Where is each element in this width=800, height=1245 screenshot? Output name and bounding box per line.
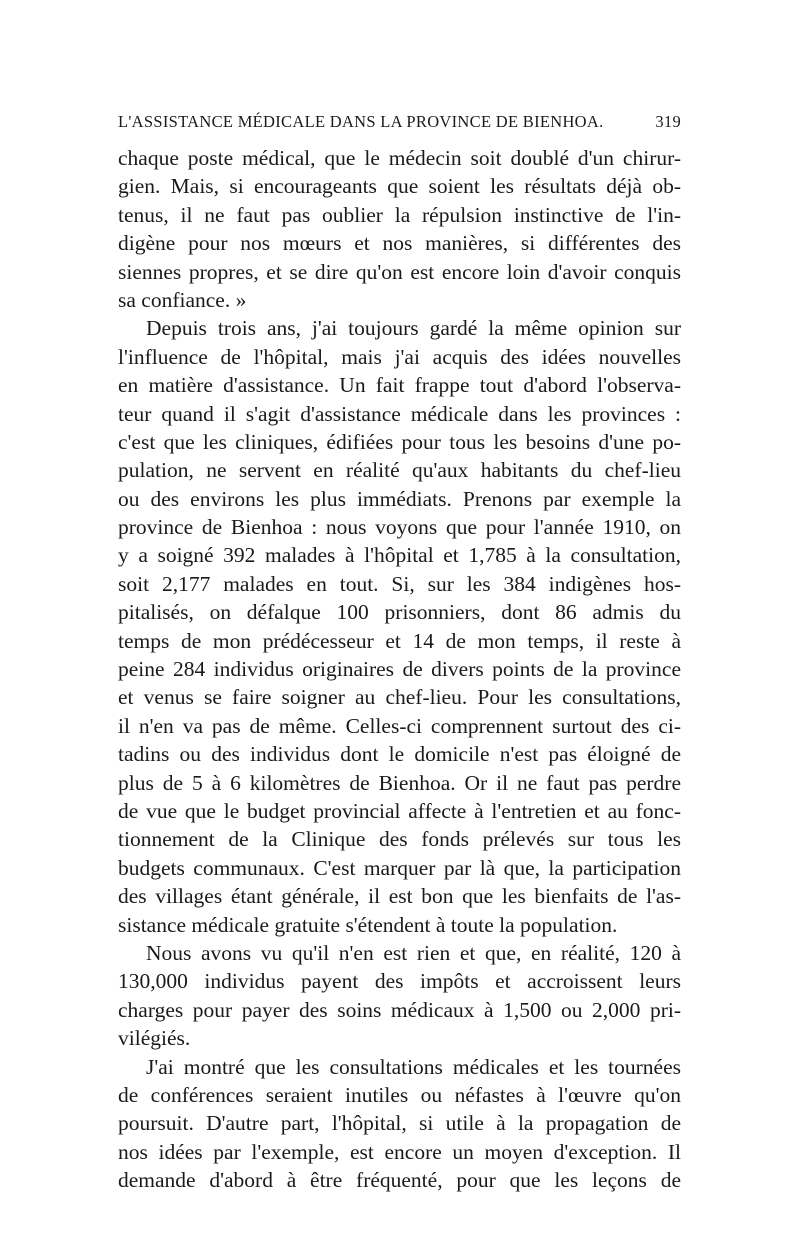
text-line: vilégiés. xyxy=(118,1026,191,1051)
text-line: Nous avons vu qu'il n'en est rien et que, en réalité, 120 à xyxy=(146,940,681,965)
text-line: siennes propres, et se dire qu'on est encore loin d'avoir conquis xyxy=(118,259,681,284)
text-line: chaque poste médical, que le médecin soit doublé d'un chirur- xyxy=(118,146,681,170)
text-line: digène pour nos mœurs et nos manières, si différentes des xyxy=(118,231,681,256)
page-number: 319 xyxy=(655,112,681,131)
text-line: ou des environs les plus immédiats. Prenons par exemple la xyxy=(118,486,681,511)
text-line: pulation, ne servent en réalité qu'aux habitants du chef-lieu xyxy=(118,458,681,483)
text-line: et venus se faire soigner au chef-lieu. Pour les consultations, xyxy=(118,685,681,710)
paragraph xyxy=(118,1053,681,1195)
text-line: tadins ou des individus dont le domicile n'est pas éloigné de xyxy=(118,742,681,767)
text-line: temps de mon prédécesseur et 14 de mon temps, il reste à xyxy=(118,628,681,653)
text-line: soit 2,177 malades en tout. Si, sur les 384 indigènes hos- xyxy=(118,571,681,596)
text-line: Depuis trois ans, j'ai toujours gardé la même opinion sur xyxy=(146,316,681,341)
text-line: sistance médicale gratuite s'étendent à toute la population. xyxy=(118,912,618,937)
text-line: de vue que le budget provincial affecte à l'entretien et au fonc- xyxy=(118,798,681,823)
text-line: gien. Mais, si encourageants que soient les résultats déjà ob- xyxy=(118,174,681,199)
paragraph xyxy=(118,144,681,314)
text-line: charges pour payer des soins médicaux à 1,500 ou 2,000 pri- xyxy=(118,997,681,1022)
text-line: sa confiance. » xyxy=(118,287,247,312)
text-line: plus de 5 à 6 kilomètres de Bienhoa. Or il ne faut pas perdre xyxy=(118,770,681,795)
text-line: y a soigné 392 malades à l'hôpital et 1,785 à la consultation, xyxy=(118,543,681,568)
text-line: tenus, il ne faut pas oublier la répulsion instinctive de l'in- xyxy=(118,202,681,227)
text-line: c'est que les cliniques, édifiées pour tous les besoins d'une po- xyxy=(118,429,681,454)
text-line: teur quand il s'agit d'assistance médicale dans les provinces : xyxy=(118,401,681,426)
text-line: pitalisés, on défalque 100 prisonniers, dont 86 admis du xyxy=(118,600,681,625)
paragraph xyxy=(118,314,681,939)
book-page xyxy=(118,112,681,1194)
text-line: province de Bienhoa : nous voyons que pour l'année 1910, on xyxy=(118,515,681,540)
running-head xyxy=(118,112,681,138)
running-title: L'ASSISTANCE MÉDICALE DANS LA PROVINCE DE BIENHOA. xyxy=(118,112,604,131)
text-line: des villages étant générale, il est bon que les bienfaits de l'as- xyxy=(118,884,681,909)
text-line: demande d'abord à être fréquenté, pour que les leçons de xyxy=(118,1168,681,1193)
text-line: 130,000 individus payent des impôts et accroissent leurs xyxy=(118,969,681,994)
text-line: nos idées par l'exemple, est encore un moyen d'exception. Il xyxy=(118,1139,681,1164)
body-text xyxy=(118,144,681,1194)
text-line: peine 284 individus originaires de divers points de la province xyxy=(118,657,681,682)
text-line: tionnement de la Clinique des fonds prélevés sur tous les xyxy=(118,827,681,852)
text-line: l'influence de l'hôpital, mais j'ai acquis des idées nouvelles xyxy=(118,344,681,369)
text-line: il n'en va pas de même. Celles-ci comprennent surtout des ci- xyxy=(118,713,681,738)
paragraph xyxy=(118,939,681,1053)
text-line: en matière d'assistance. Un fait frappe tout d'abord l'observa- xyxy=(118,373,681,398)
text-line: J'ai montré que les consultations médicales et les tournées xyxy=(146,1054,681,1079)
text-line: budgets communaux. C'est marquer par là que, la participation xyxy=(118,855,681,880)
text-line: poursuit. D'autre part, l'hôpital, si utile à la propagation de xyxy=(118,1111,681,1136)
text-line: de conférences seraient inutiles ou néfastes à l'œuvre qu'on xyxy=(118,1082,681,1107)
